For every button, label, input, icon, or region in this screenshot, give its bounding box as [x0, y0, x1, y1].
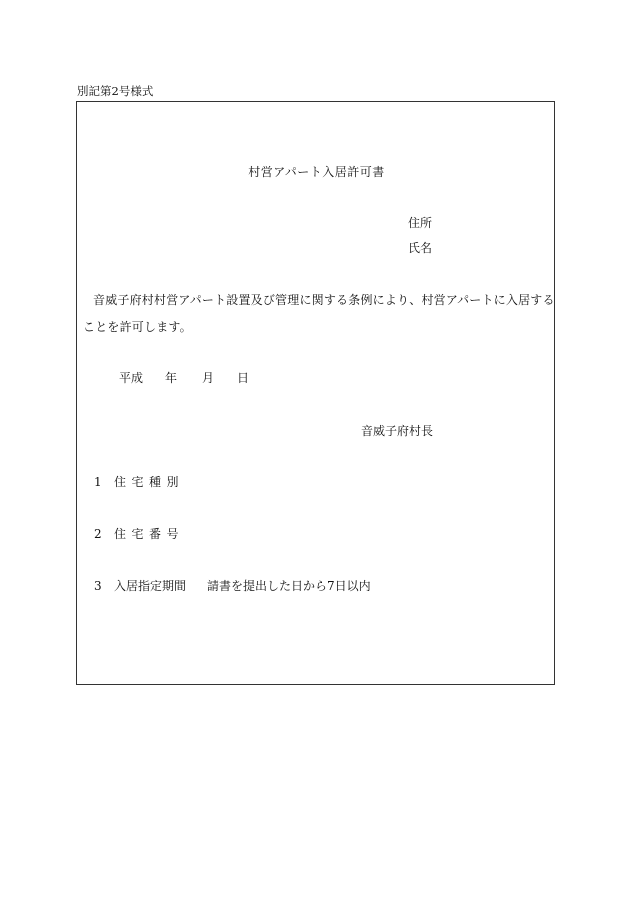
- item-label-move-in-period: 入居指定期間: [114, 579, 187, 593]
- form-number-label: 別記第2号様式: [77, 84, 154, 98]
- date-day-label: 日: [237, 371, 250, 385]
- address-label: 住所: [408, 216, 433, 230]
- name-label: 氏名: [408, 241, 433, 255]
- item-number: 3: [94, 579, 102, 593]
- item-number: 1: [94, 475, 102, 489]
- item-label-housing-number: 住宅番号: [114, 527, 185, 541]
- date-year-label: 年: [165, 371, 178, 385]
- item-value-move-in-period: 請書を提出した日から7日以内: [207, 579, 371, 593]
- body-text-line-1: 音威子府村村営アパート設置及び管理に関する条例により、村営アパートに入居する: [93, 293, 555, 307]
- document-title: 村営アパート入居許可書: [248, 165, 385, 179]
- item-number: 2: [94, 527, 102, 541]
- issuer-title: 音威子府村長: [361, 424, 434, 438]
- permit-form-frame: [76, 101, 555, 685]
- date-era: 平成: [119, 371, 144, 385]
- body-text-line-2: ことを許可します。: [83, 320, 192, 334]
- item-label-housing-type: 住宅種別: [114, 475, 185, 489]
- date-month-label: 月: [202, 371, 215, 385]
